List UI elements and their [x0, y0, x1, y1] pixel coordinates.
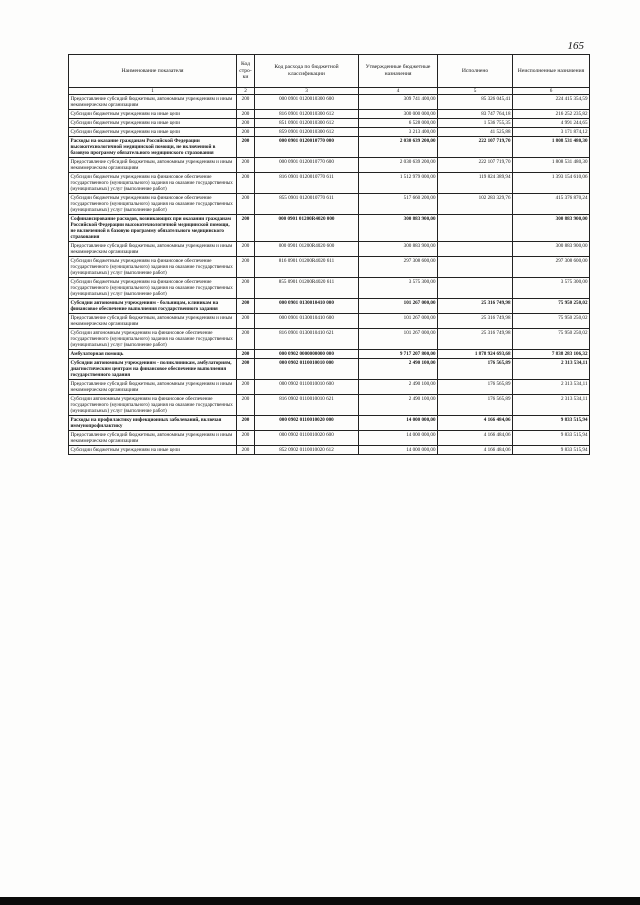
row-unexecuted-cell: 2 313 534,11: [513, 395, 590, 416]
row-approved-cell: 517 660 200,00: [359, 194, 438, 215]
row-line-cell: 200: [237, 137, 255, 158]
table-header-row: [69, 55, 590, 88]
row-name-cell: Субсидии бюджетным учреждениям на финансовое обеспечение государственного (муниципального) задания на оказание государственных (муниципальных) услуг (выполнение работ): [69, 173, 237, 194]
row-line-cell: 200: [237, 359, 255, 380]
header-unexecuted: Неисполненные назначения: [513, 55, 590, 88]
row-unexecuted-cell: 3 575 300,00: [513, 278, 590, 299]
row-code-cell: 851 0901 0120010300 612: [255, 119, 359, 128]
row-approved-cell: 309 741 400,00: [359, 95, 438, 110]
row-name-cell: Софинансирование расходов, возникающих при оказании гражданам Российской Федерации высокотехнологичной медицинской помощи, не включенной в базовую программу обязательного медицинского страхования: [69, 215, 237, 242]
row-unexecuted-cell: 9 833 515,94: [513, 416, 590, 431]
row-unexecuted-cell: 300 883 900,00: [513, 242, 590, 257]
row-executed-cell: 176 565,89: [438, 359, 513, 380]
row-executed-cell: 25 316 749,98: [438, 329, 513, 350]
row-name-cell: Предоставление субсидий бюджетным, автономным учреждениям и иным некоммерческим организациям: [69, 242, 237, 257]
row-executed-cell: [438, 242, 513, 257]
row-line-cell: 200: [237, 257, 255, 278]
row-code-cell: 000 0902 0110010010 000: [255, 359, 359, 380]
row-executed-cell: [438, 278, 513, 299]
row-name-cell: Субсидии бюджетным учреждениям на иные цели: [69, 110, 237, 119]
row-code-cell: 816 0901 0130010410 621: [255, 329, 359, 350]
row-line-cell: 200: [237, 110, 255, 119]
row-line-cell: 200: [237, 314, 255, 329]
row-approved-cell: 101 267 000,00: [359, 329, 438, 350]
table-row: [69, 158, 590, 173]
row-approved-cell: 297 308 600,00: [359, 257, 438, 278]
row-code-cell: 000 0901 0120010770 600: [255, 158, 359, 173]
row-approved-cell: 101 267 000,00: [359, 314, 438, 329]
row-name-cell: Субсидии автономным учреждениям - поликлиникам, амбулаториям, диагностическим центрам на финансовое обеспечение выполнения государственного задания: [69, 359, 237, 380]
header-indicator-name: Наименование показателя: [69, 55, 237, 88]
row-code-cell: 816 0902 0110010010 621: [255, 395, 359, 416]
row-approved-cell: 1 512 979 000,00: [359, 173, 438, 194]
row-executed-cell: [438, 257, 513, 278]
row-executed-cell: 4 166 484,06: [438, 416, 513, 431]
row-code-cell: 000 0902 0110010020 000: [255, 416, 359, 431]
row-unexecuted-cell: 2 313 534,11: [513, 359, 590, 380]
row-code-cell: 852 0902 0110010020 612: [255, 446, 359, 455]
row-code-cell: 000 0901 0130010410 600: [255, 314, 359, 329]
table-row: [69, 416, 590, 431]
row-executed-cell: 119 824 389,94: [438, 173, 513, 194]
row-approved-cell: 300 000 000,00: [359, 110, 438, 119]
scan-edge-bar: [0, 897, 640, 905]
row-executed-cell: 25 316 749,98: [438, 314, 513, 329]
row-line-cell: 200: [237, 194, 255, 215]
row-unexecuted-cell: 224 415 354,59: [513, 95, 590, 110]
row-approved-cell: 101 267 000,00: [359, 299, 438, 314]
row-unexecuted-cell: 9 833 515,94: [513, 431, 590, 446]
row-unexecuted-cell: 2 313 534,11: [513, 380, 590, 395]
row-unexecuted-cell: 75 950 250,02: [513, 329, 590, 350]
row-name-cell: Субсидии бюджетным учреждениям на иные цели: [69, 128, 237, 137]
table-row: [69, 380, 590, 395]
row-line-cell: 200: [237, 278, 255, 299]
table-row: [69, 215, 590, 242]
row-unexecuted-cell: 4 991 244,65: [513, 119, 590, 128]
row-approved-cell: 2 490 100,00: [359, 359, 438, 380]
row-code-cell: 000 0901 01200R4020 000: [255, 215, 359, 242]
row-unexecuted-cell: 297 308 600,00: [513, 257, 590, 278]
row-name-cell: Субсидии автономным учреждениям - больницам, клиникам на финансовое обеспечение выполнения государственного задания: [69, 299, 237, 314]
row-name-cell: Предоставление субсидий бюджетным, автономным учреждениям и иным некоммерческим организациям: [69, 431, 237, 446]
row-name-cell: Амбулаторная помощь: [69, 350, 237, 359]
table-row: [69, 242, 590, 257]
column-number: 5: [438, 88, 513, 95]
row-approved-cell: 6 528 000,00: [359, 119, 438, 128]
row-line-cell: 200: [237, 215, 255, 242]
table-row: [69, 110, 590, 119]
row-line-cell: 200: [237, 446, 255, 455]
table-row: [69, 431, 590, 446]
header-executed: Исполнено: [438, 55, 513, 88]
table-body: [69, 95, 590, 455]
row-approved-cell: 14 000 000,00: [359, 446, 438, 455]
table-row: [69, 119, 590, 128]
row-code-cell: 000 0902 0000000000 000: [255, 350, 359, 359]
row-executed-cell: 102 283 329,76: [438, 194, 513, 215]
row-name-cell: Субсидии бюджетным учреждениям на иные цели: [69, 119, 237, 128]
row-approved-cell: 3 213 400,00: [359, 128, 438, 137]
row-executed-cell: 25 316 749,98: [438, 299, 513, 314]
row-unexecuted-cell: 75 950 250,02: [513, 299, 590, 314]
row-executed-cell: 1 878 924 693,68: [438, 350, 513, 359]
row-code-cell: 816 0901 0120010300 612: [255, 110, 359, 119]
row-unexecuted-cell: 75 950 250,02: [513, 314, 590, 329]
table-row: [69, 350, 590, 359]
row-line-cell: 200: [237, 395, 255, 416]
row-executed-cell: 4 166 484,06: [438, 431, 513, 446]
row-executed-cell: [438, 215, 513, 242]
table-row: [69, 446, 590, 455]
row-line-cell: 200: [237, 431, 255, 446]
column-number: 3: [255, 88, 359, 95]
row-executed-cell: 85 326 045,41: [438, 95, 513, 110]
header-line-code: Код стро-ки: [237, 55, 255, 88]
row-code-cell: 816 0901 0120010770 611: [255, 173, 359, 194]
table-row: [69, 299, 590, 314]
row-line-cell: 200: [237, 416, 255, 431]
row-approved-cell: 2 030 639 200,00: [359, 158, 438, 173]
row-unexecuted-cell: 1 393 154 610,06: [513, 173, 590, 194]
row-line-cell: 200: [237, 173, 255, 194]
row-name-cell: Субсидии бюджетным учреждениям на финансовое обеспечение государственного (муниципального) задания на оказание государственных (муниципальных) услуг (выполнение работ): [69, 278, 237, 299]
table-row: [69, 278, 590, 299]
row-unexecuted-cell: 7 838 283 106,32: [513, 350, 590, 359]
row-code-cell: 816 0901 01200R4020 611: [255, 257, 359, 278]
table-row: [69, 137, 590, 158]
row-line-cell: 200: [237, 242, 255, 257]
table-row: [69, 128, 590, 137]
table-row: [69, 194, 590, 215]
row-approved-cell: 300 883 900,00: [359, 215, 438, 242]
table-row: [69, 359, 590, 380]
row-code-cell: 000 0902 0110010010 600: [255, 380, 359, 395]
row-line-cell: 200: [237, 95, 255, 110]
table-row: [69, 95, 590, 110]
row-line-cell: 200: [237, 350, 255, 359]
table-row: [69, 329, 590, 350]
row-approved-cell: 2 490 100,00: [359, 395, 438, 416]
row-approved-cell: 3 575 300,00: [359, 278, 438, 299]
row-approved-cell: 14 000 000,00: [359, 431, 438, 446]
row-executed-cell: 83 747 764,18: [438, 110, 513, 119]
row-name-cell: Предоставление субсидий бюджетным, автономным учреждениям и иным некоммерческим организациям: [69, 95, 237, 110]
row-code-cell: 000 0901 01200R4020 600: [255, 242, 359, 257]
row-line-cell: 200: [237, 380, 255, 395]
row-code-cell: 859 0901 0120010300 612: [255, 128, 359, 137]
row-name-cell: Предоставление субсидий бюджетным, автономным учреждениям и иным некоммерческим организациям: [69, 380, 237, 395]
row-name-cell: Расходы на профилактику инфекционных заболеваний, включая иммунопрофилактику: [69, 416, 237, 431]
column-number: 2: [237, 88, 255, 95]
row-unexecuted-cell: 1 808 531 480,30: [513, 137, 590, 158]
table-row: [69, 314, 590, 329]
row-executed-cell: 222 107 719,70: [438, 158, 513, 173]
header-approved: Утвержденные бюджетные назначения: [359, 55, 438, 88]
row-approved-cell: 300 883 900,00: [359, 242, 438, 257]
column-number: 6: [513, 88, 590, 95]
row-code-cell: 855 0901 01200R4020 611: [255, 278, 359, 299]
table-row: [69, 257, 590, 278]
budget-execution-table: [68, 54, 590, 455]
row-line-cell: 200: [237, 119, 255, 128]
row-unexecuted-cell: 415 376 870,24: [513, 194, 590, 215]
row-code-cell: 855 0901 0120010770 611: [255, 194, 359, 215]
row-unexecuted-cell: 216 252 235,82: [513, 110, 590, 119]
row-line-cell: 200: [237, 158, 255, 173]
row-code-cell: 000 0901 0120010770 000: [255, 137, 359, 158]
row-name-cell: Субсидии бюджетным учреждениям на финансовое обеспечение государственного (муниципального) задания на оказание государственных (муниципальных) услуг (выполнение работ): [69, 194, 237, 215]
row-name-cell: Субсидии бюджетным учреждениям на финансовое обеспечение государственного (муниципального) задания на оказание государственных (муниципальных) услуг (выполнение работ): [69, 257, 237, 278]
row-executed-cell: 176 565,89: [438, 380, 513, 395]
row-executed-cell: 4 166 484,06: [438, 446, 513, 455]
header-expense-code: Код расхода по бюджетной классификации: [255, 55, 359, 88]
row-approved-cell: 9 717 207 800,00: [359, 350, 438, 359]
page-number: 165: [567, 40, 584, 52]
row-executed-cell: 1 536 755,35: [438, 119, 513, 128]
row-approved-cell: 14 000 000,00: [359, 416, 438, 431]
row-name-cell: Субсидии автономным учреждениям на финансовое обеспечение государственного (муниципального) задания на оказание государственных (муниципальных) услуг (выполнение работ): [69, 395, 237, 416]
row-name-cell: Субсидии бюджетным учреждениям на иные цели: [69, 446, 237, 455]
column-number: 1: [69, 88, 237, 95]
row-unexecuted-cell: 9 833 515,94: [513, 446, 590, 455]
table-row: [69, 173, 590, 194]
row-line-cell: 200: [237, 299, 255, 314]
column-number-row: [69, 88, 590, 95]
row-name-cell: Предоставление субсидий бюджетным, автономным учреждениям и иным некоммерческим организациям: [69, 314, 237, 329]
row-executed-cell: 222 107 719,70: [438, 137, 513, 158]
row-name-cell: Субсидии автономным учреждениям на финансовое обеспечение государственного (муниципального) задания на оказание государственных (муниципальных) услуг (выполнение работ): [69, 329, 237, 350]
row-code-cell: 000 0901 0130010410 000: [255, 299, 359, 314]
row-unexecuted-cell: 3 171 874,12: [513, 128, 590, 137]
row-name-cell: Расходы на оказание гражданам Российской Федерации высокотехнологичной медицинской помощи, не включенной в базовую программу обязательного медицинского страхования: [69, 137, 237, 158]
row-code-cell: 000 0902 0110010020 600: [255, 431, 359, 446]
table-row: [69, 395, 590, 416]
column-number: 4: [359, 88, 438, 95]
row-approved-cell: 2 490 100,00: [359, 380, 438, 395]
row-line-cell: 200: [237, 329, 255, 350]
row-executed-cell: 41 525,88: [438, 128, 513, 137]
row-executed-cell: 176 565,89: [438, 395, 513, 416]
row-name-cell: Предоставление субсидий бюджетным, автономным учреждениям и иным некоммерческим организациям: [69, 158, 237, 173]
row-code-cell: 000 0901 0120010300 600: [255, 95, 359, 110]
row-line-cell: 200: [237, 128, 255, 137]
row-unexecuted-cell: 1 808 531 480,30: [513, 158, 590, 173]
row-unexecuted-cell: 300 883 900,00: [513, 215, 590, 242]
row-approved-cell: 2 030 639 200,00: [359, 137, 438, 158]
